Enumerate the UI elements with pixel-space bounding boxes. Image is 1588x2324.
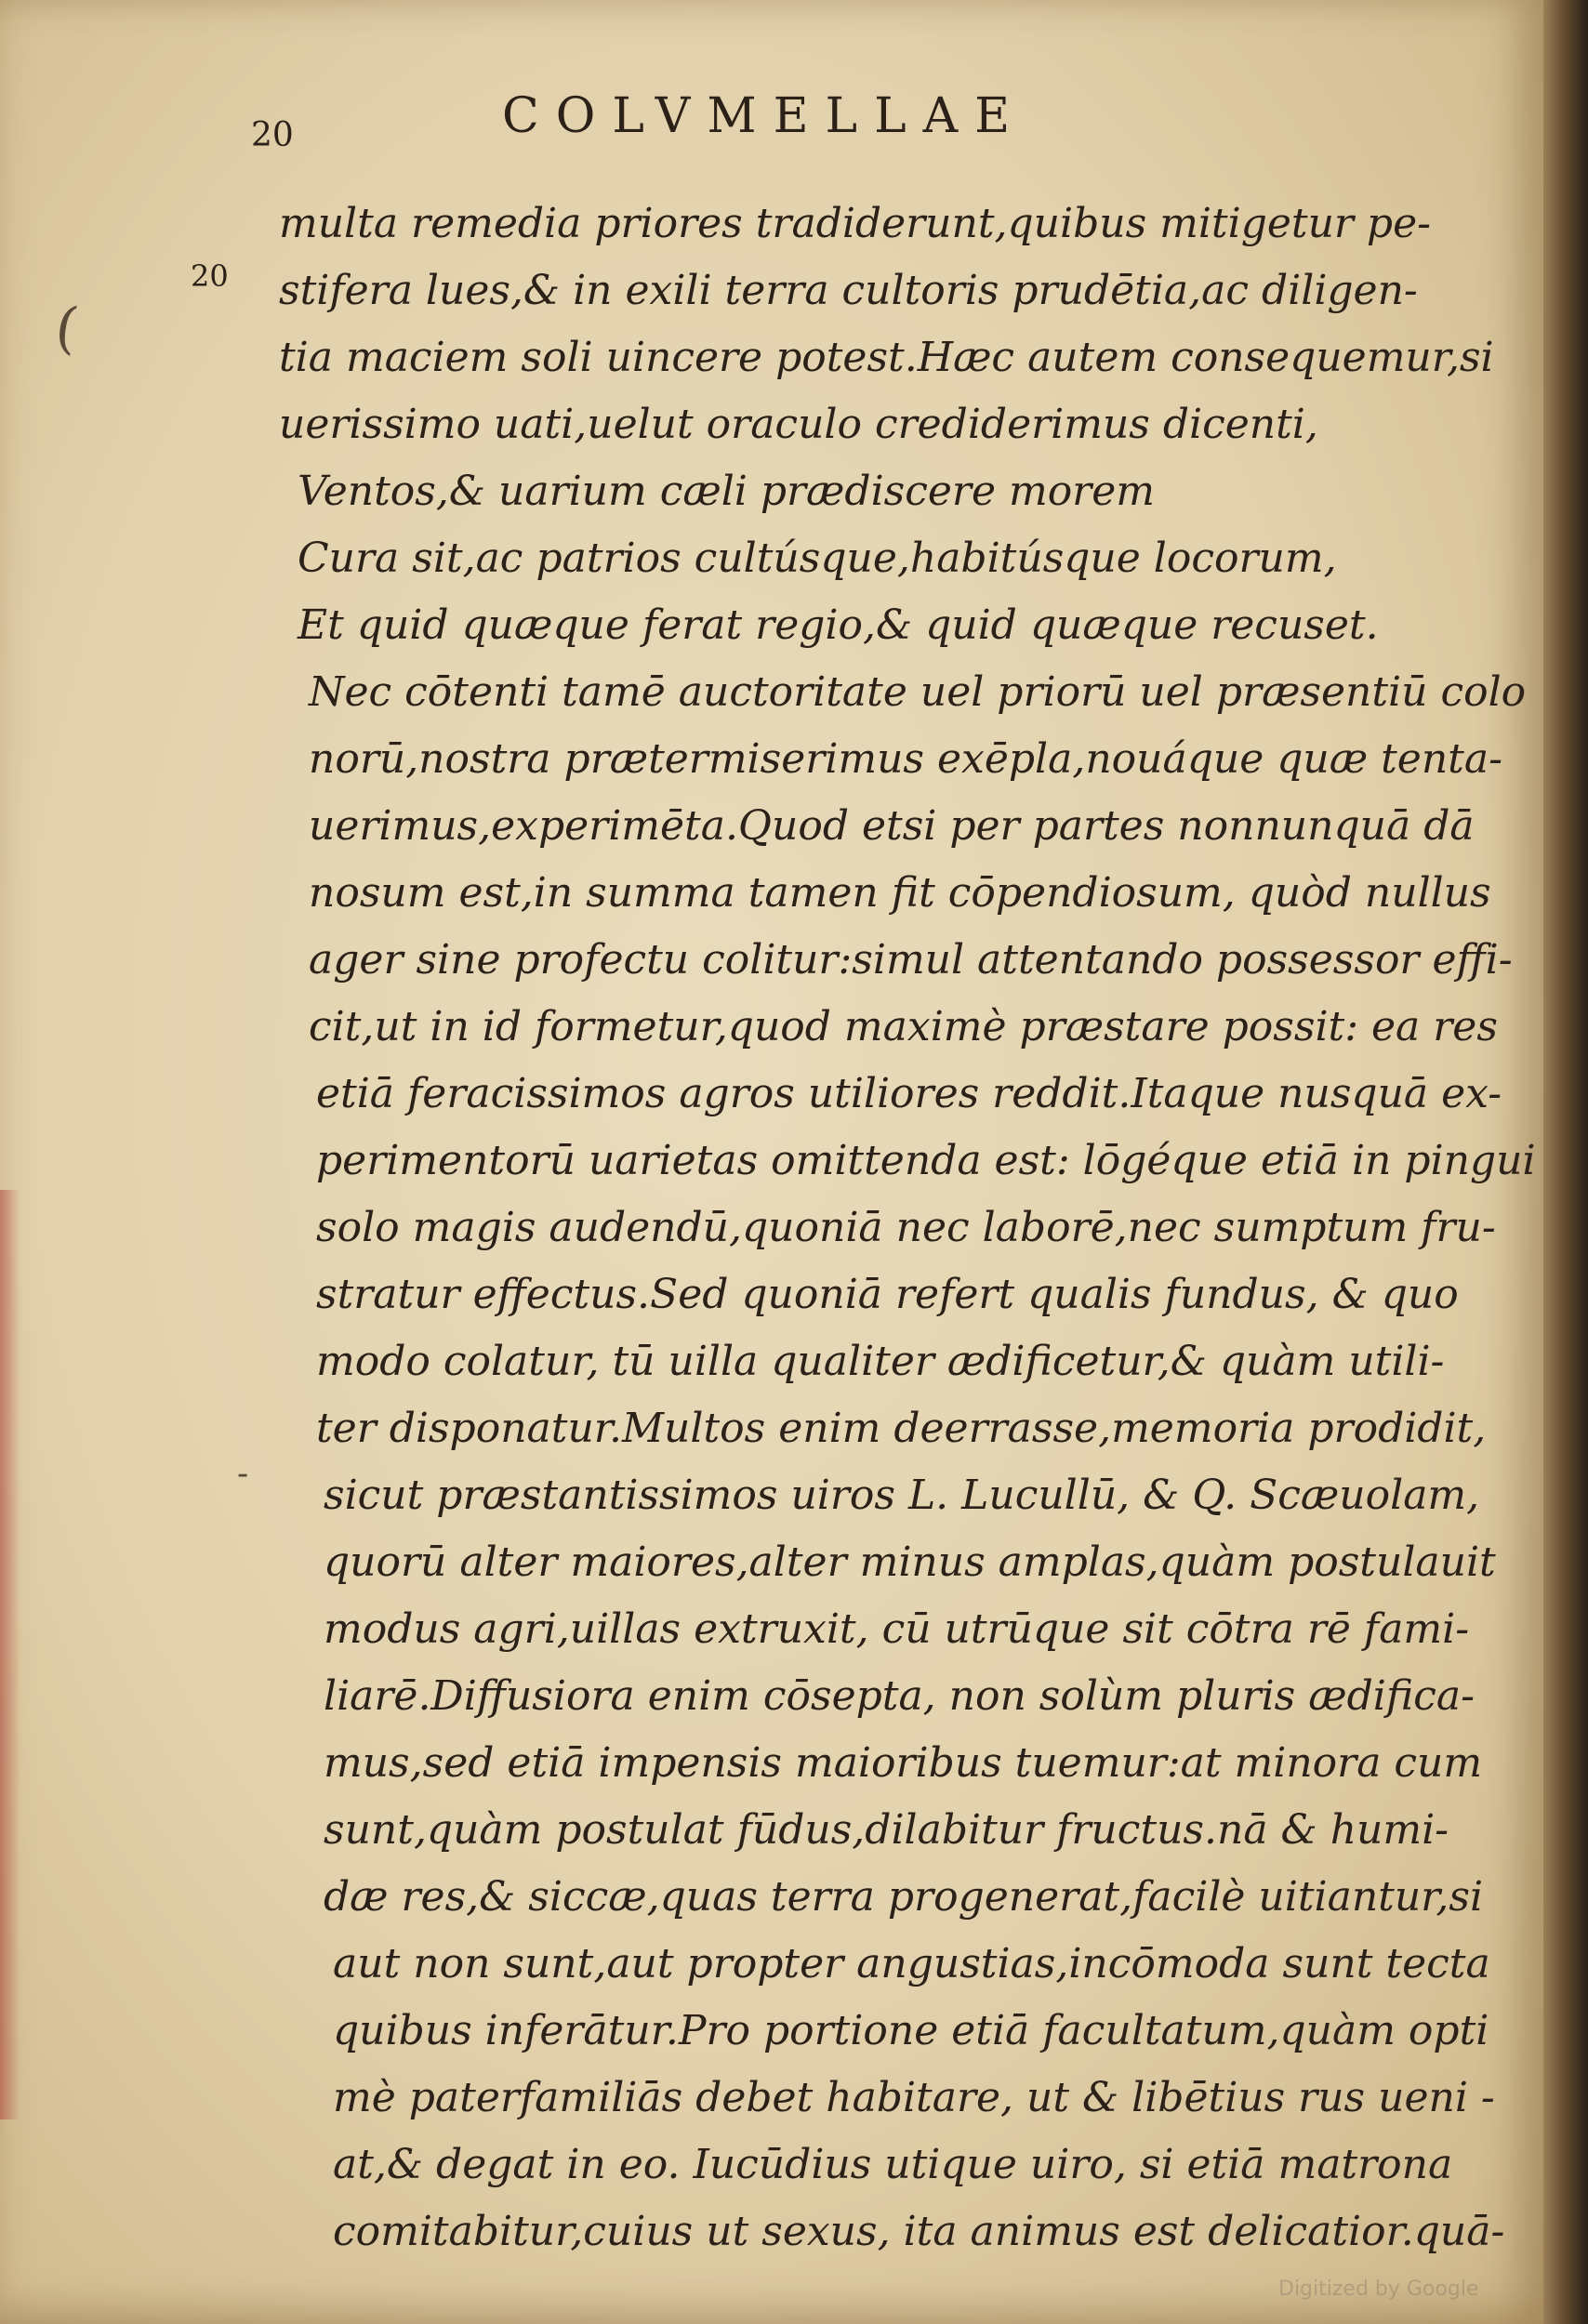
text-line: tia maciem soli uincere potest.Hæc autem consequemur,si — [279, 334, 1494, 381]
text-line: cit,ut in id formetur,quod maximè præstare possit: ea res — [309, 1003, 1498, 1050]
text-line: multa remedia priores tradiderunt,quibus mitigetur pe- — [279, 200, 1432, 247]
margin-line-number: 20 — [191, 258, 229, 294]
verse-line: Cura sit,ac patrios cultúsque,habitúsque locorum, — [298, 535, 1337, 582]
text-line: perimentorū uarietas omittenda est: lōgéque etiā in pingui — [316, 1137, 1536, 1184]
margin-handwritten-dash: - — [237, 1455, 249, 1493]
verse-line: Et quid quæque ferat regio,& quid quæque recuset. — [298, 601, 1379, 649]
text-line: mus,sed etiā impensis maioribus tuemur:at minora cum — [324, 1739, 1483, 1787]
book-gutter-edge — [1543, 0, 1588, 2324]
text-line: at,& degat in eo. Iucūdius utique uiro, si etiā matrona — [333, 2141, 1453, 2188]
text-line: modo colatur, tū uilla qualiter ædificetur,& quàm utili- — [316, 1338, 1445, 1385]
text-line: nosum est,in summa tamen fit cōpendiosum, quòd nullus — [309, 869, 1491, 917]
text-line: Nec cōtenti tamē auctoritate uel priorū uel præsentiū colo — [309, 668, 1527, 716]
text-line: comitabitur,cuius ut sexus, ita animus est delicatior.quā- — [333, 2208, 1505, 2255]
margin-handwritten-mark: ( — [51, 294, 83, 363]
text-line: aut non sunt,aut propter angustias,incōmoda sunt tecta — [333, 1940, 1490, 1987]
text-line: uerissimo uati,uelut oraculo crediderimus dicenti, — [279, 401, 1318, 448]
text-line: stratur effectus.Sed quoniā refert qualis fundus, & quo — [316, 1271, 1459, 1318]
text-line: liarē.Diffusiora enim cōsepta, non solùm pluris ædifica- — [324, 1672, 1475, 1720]
text-line: sicut præstantissimos uiros L. Lucullū, & Q. Scæuolam, — [324, 1472, 1480, 1519]
digitization-watermark: Digitized by Google — [1278, 2278, 1479, 2301]
text-line: solo magis audendū,quoniā nec laborē,nec sumptum fru- — [316, 1204, 1496, 1251]
text-line: ager sine profectu colitur:simul attentando possessor effi- — [309, 936, 1513, 984]
text-line: etiā feracissimos agros utiliores reddit.Itaque nusquā ex- — [316, 1070, 1502, 1117]
text-line: quibus inferātur.Pro portione etiā facultatum,quàm opti — [333, 2007, 1489, 2054]
red-page-edge — [0, 1190, 20, 2119]
text-line: mè paterfamiliās debet habitare, ut & libētius rus ueni - — [333, 2074, 1495, 2121]
text-line: stifera lues,& in exili terra cultoris prudētia,ac diligen- — [279, 267, 1418, 314]
running-title: COLVMELLAE — [502, 88, 1027, 144]
text-line: quorū alter maiores,alter minus amplas,quàm postulauit — [324, 1538, 1496, 1586]
page-number: 20 — [251, 116, 294, 154]
text-line: ter disponatur.Multos enim deerrasse,memoria prodidit, — [316, 1405, 1487, 1452]
text-line: modus agri,uillas extruxit, cū utrūque sit cōtra rē fami- — [324, 1605, 1470, 1653]
body-text — [279, 191, 1536, 2265]
text-line: uerimus,experimēta.Quod etsi per partes nonnunquā dā — [309, 802, 1475, 850]
text-line: norū,nostra prætermiserimus exēpla,nouáque quæ tenta- — [309, 735, 1502, 783]
text-line: dæ res,& siccæ,quas terra progenerat,facilè uitiantur,si — [324, 1873, 1484, 1921]
verse-line: Ventos,& uarium cæli prædiscere morem — [298, 468, 1155, 515]
text-line: sunt,quàm postulat fūdus,dilabitur fructus.nā & humi- — [324, 1806, 1449, 1854]
page-header — [251, 88, 1367, 153]
